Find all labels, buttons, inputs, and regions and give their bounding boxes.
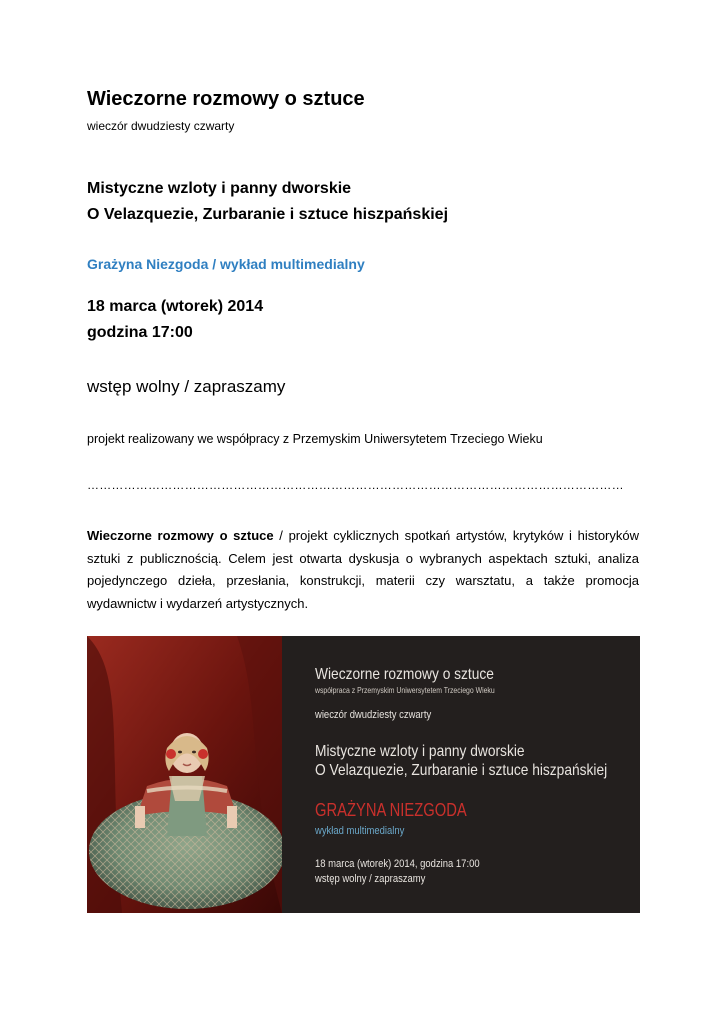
- poster-cooperation: współpraca z Przemyskim Uniwersytetem Trzeciego Wieku: [315, 686, 495, 695]
- lecture-title-line2: O Velazquezie, Zurbaranie i sztuce hiszpańskiej: [87, 206, 449, 223]
- description-lead: Wieczorne rozmowy o sztuce: [87, 528, 274, 543]
- project-note: projekt realizowany we współpracy z Przemyskim Uniwersytetem Trzeciego Wieku: [87, 432, 543, 446]
- event-time: godzina 17:00: [87, 324, 193, 341]
- event-poster: [87, 636, 640, 913]
- painting-illustration: [87, 636, 282, 913]
- speaker-line: Grażyna Niezgoda / wykład multimedialny: [87, 256, 365, 272]
- poster-speaker: GRAŻYNA NIEZGODA: [315, 800, 467, 820]
- document-title: Wieczorne rozmowy o sztuce: [87, 88, 365, 110]
- description-text: / projekt cyklicznych spotkań artystów, krytyków i historyków sztuki z publicznością. Celem jest otwarta dyskusja o wybranych aspektach sztuki, analiza pojedynczego dzieła, przesłania, konstrukcji, materii czy warsztatu, a także promocja wydawnictw i wydarzeń artystycznych.: [87, 528, 639, 611]
- admission-note: wstęp wolny / zapraszamy: [87, 377, 286, 396]
- poster-evening: wieczór dwudziesty czwarty: [315, 709, 432, 721]
- infanta-painting-image: [87, 636, 282, 913]
- poster-lecture-type: wykład multimedialny: [315, 825, 405, 837]
- event-date: 18 marca (wtorek) 2014: [87, 298, 264, 315]
- poster-title: Wieczorne rozmowy o sztuce: [315, 666, 494, 683]
- dotted-separator: ……………………………………………………………………………………………………………………: [87, 478, 624, 492]
- lecture-title-line1: Mistyczne wzloty i panny dworskie: [87, 180, 352, 197]
- document-subtitle: wieczór dwudziesty czwarty: [87, 119, 235, 133]
- poster-lecture-line2: O Velazquezie, Zurbaranie i sztuce hiszpańskiej: [315, 762, 608, 779]
- poster-lecture-line1: Mistyczne wzloty i panny dworskie: [315, 743, 525, 760]
- description-paragraph: [87, 525, 639, 615]
- poster-admission: wstęp wolny / zapraszamy: [315, 873, 426, 885]
- poster-date-time: 18 marca (wtorek) 2014, godzina 17:00: [315, 858, 480, 870]
